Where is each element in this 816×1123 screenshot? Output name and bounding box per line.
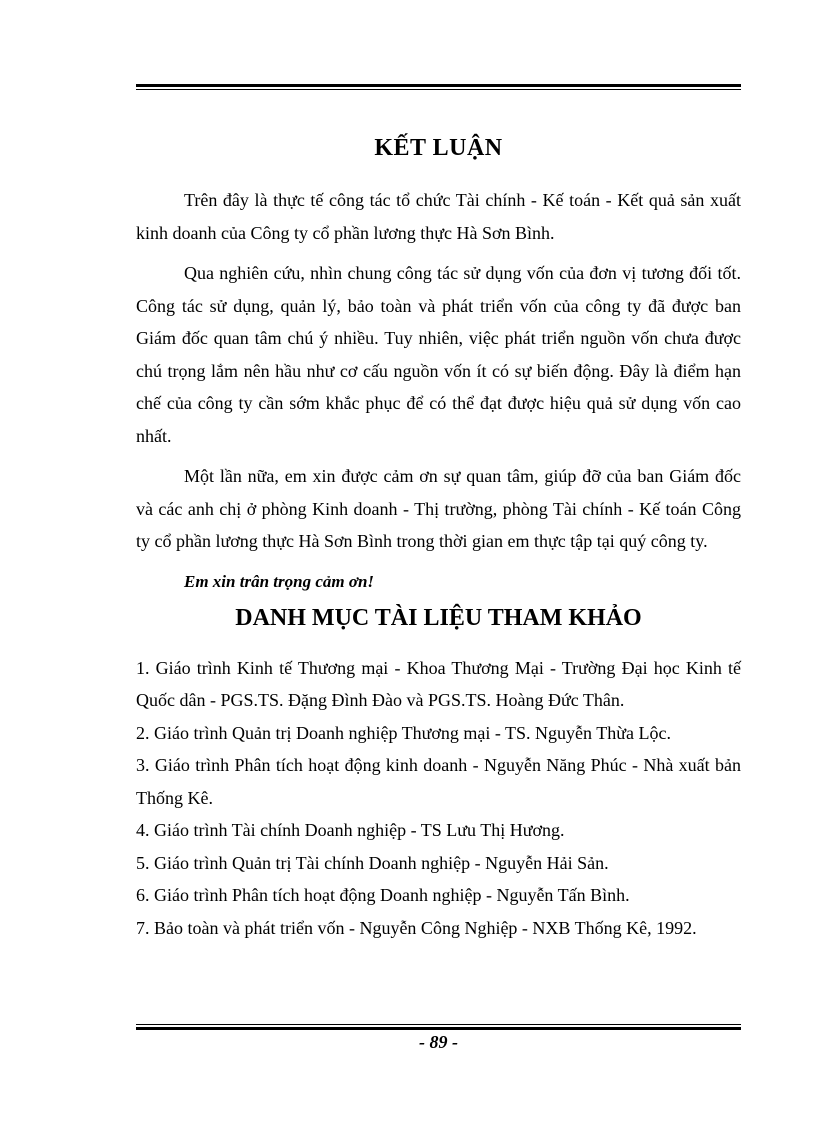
thanks-note: Em xin trân trọng cảm ơn! <box>184 571 375 591</box>
references-list <box>136 652 741 945</box>
reference-item: 3. Giáo trình Phân tích hoạt động kinh doanh - Nguyễn Năng Phúc - Nhà xuất bản Thống Kê. <box>136 755 741 808</box>
conclusion-title: KẾT LUẬN <box>374 135 503 161</box>
reference-item: 4. Giáo trình Tài chính Doanh nghiệp - TS Lưu Thị Hương. <box>136 820 565 840</box>
page-content <box>136 128 741 944</box>
conclusion-paragraph-2: Qua nghiên cứu, nhìn chung công tác sử dụng vốn của đơn vị tương đối tốt. Công tác sử dụng, quản lý, bảo toàn và phát triển vốn của công ty đã được ban Giám đốc quan tâm chú ý nhiều. Tuy nhiên, việc phát triển nguồn vốn chưa được chú trọng lắm nên hầu như cơ cấu nguồn vốn ít có sự biến động. Đây là điểm hạn chế của công ty cần sớm khắc phục để có thể đạt được hiệu quả sử dụng vốn cao nhất. <box>136 263 741 446</box>
page-number: - 89 - <box>419 1032 458 1052</box>
reference-item: 6. Giáo trình Phân tích hoạt động Doanh nghiệp - Nguyễn Tấn Bình. <box>136 885 630 905</box>
conclusion-paragraph-1: Trên đây là thực tế công tác tổ chức Tài chính - Kế toán - Kết quả sản xuất kinh doanh của Công ty cổ phần lương thực Hà Sơn Bình. <box>136 190 741 243</box>
reference-item: 5. Giáo trình Quản trị Tài chính Doanh nghiệp - Nguyễn Hải Sản. <box>136 852 609 873</box>
reference-item: 7. Bảo toàn và phát triển vốn - Nguyễn Công Nghiệp - NXB Thống Kê, 1992. <box>136 917 697 938</box>
conclusion-paragraph-3: Một lần nữa, em xin được cảm ơn sự quan tâm, giúp đỡ của ban Giám đốc và các anh chị ở phòng Kinh doanh - Thị trường, phòng Tài chính - Kế toán Công ty cổ phần lương thực Hà Sơn Bình trong thời gian em thực tập tại quý công ty. <box>136 466 741 551</box>
footer-rule <box>136 1024 741 1030</box>
reference-item: 2. Giáo trình Quản trị Doanh nghiệp Thương mại - TS. Nguyễn Thừa Lộc. <box>136 722 671 743</box>
header-rule <box>136 84 741 90</box>
references-title: DANH MỤC TÀI LIỆU THAM KHẢO <box>235 604 642 631</box>
reference-item: 1. Giáo trình Kinh tế Thương mại - Khoa Thương Mại - Trường Đại học Kinh tế Quốc dân - PGS.TS. Đặng Đình Đào và PGS.TS. Hoàng Đức Thân. <box>136 657 741 710</box>
